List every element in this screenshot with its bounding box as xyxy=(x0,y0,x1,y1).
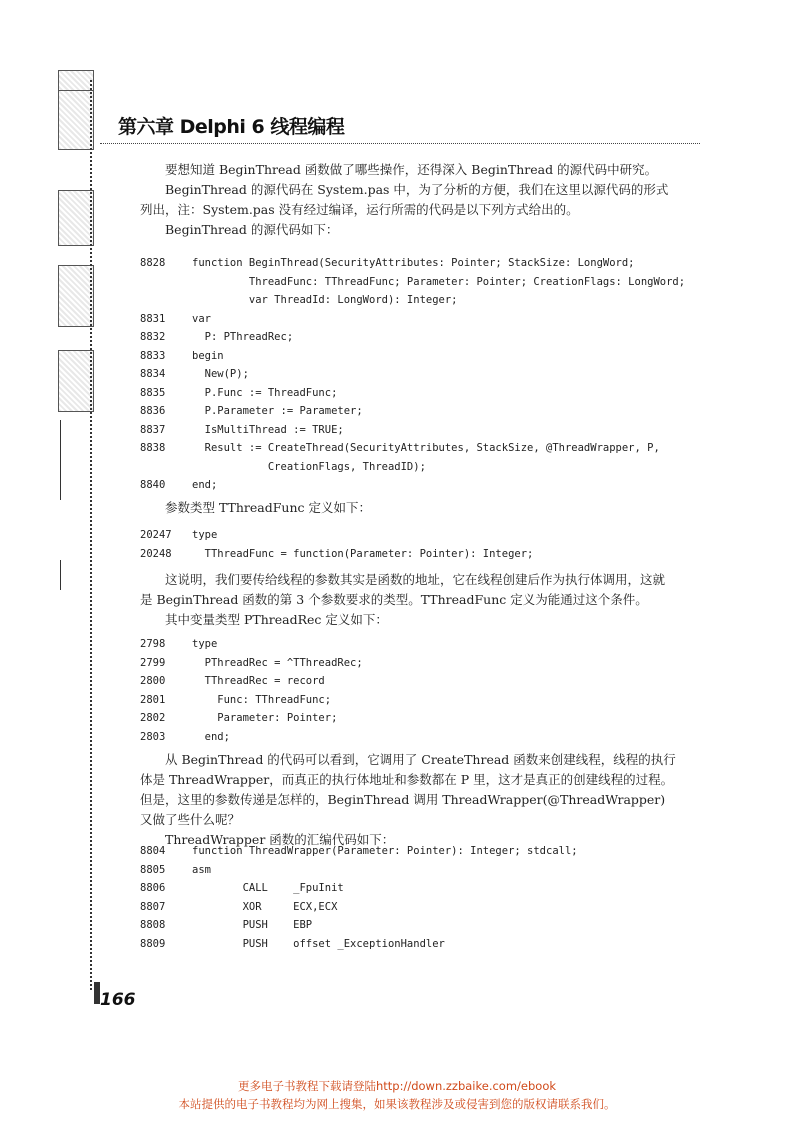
code-line xyxy=(140,273,685,292)
code-text: TThreadRec = record xyxy=(192,675,325,687)
line-number: 8835 xyxy=(140,386,166,399)
line-number: 20248 xyxy=(140,547,172,560)
line-number: 8840 xyxy=(140,479,166,491)
code-text: end; xyxy=(192,730,230,743)
code-line xyxy=(140,421,685,440)
line-number: 8837 xyxy=(140,423,166,436)
code-text: asm xyxy=(192,863,211,876)
chapter-heading: 第六章 Delphi 6 线程编程 xyxy=(118,116,345,138)
paragraph-group xyxy=(140,570,676,630)
code-text: New(P); xyxy=(192,368,249,380)
code-line xyxy=(140,861,578,880)
code-text: function BeginThread(SecurityAttributes: Pointer; StackSize: LongWord; xyxy=(192,257,635,269)
intro-paragraphs xyxy=(140,160,676,240)
line-number: 8808 xyxy=(140,919,166,931)
paragraph: 参数类型 TThreadFunc 定义如下： xyxy=(165,500,372,515)
code-text: var ThreadId: LongWord): Integer; xyxy=(192,294,458,306)
code-text: PUSH offset _ExceptionHandler xyxy=(192,937,445,950)
paragraph: 要想知道 BeginThread 函数做了哪些操作，还得深入 BeginThread 的源代码中研究。 xyxy=(165,162,658,177)
code-block-beginthread xyxy=(140,254,685,495)
code-text: PThreadRec = ^TThreadRec; xyxy=(192,656,363,669)
line-number: 8838 xyxy=(140,442,166,454)
margin-tab xyxy=(58,350,94,412)
code-line xyxy=(140,458,685,477)
paragraph: 这说明，我们要传给线程的参数其实是函数的地址，它在线程创建后作为执行体调用，这就是 BeginThread 函数的第 3 个参数要求的类型。TThreadFunc 定义为能通过这个条件。 xyxy=(140,572,666,607)
code-text: IsMultiThread := TRUE; xyxy=(192,423,344,436)
code-line xyxy=(140,728,363,747)
line-number: 2801 xyxy=(140,693,166,706)
code-text: Func: TThreadFunc; xyxy=(192,693,332,706)
code-text: XOR ECX,ECX xyxy=(192,900,338,913)
code-text: Result := CreateThread(SecurityAttributes, StackSize, @ThreadWrapper, P, xyxy=(192,442,660,454)
code-block-threadrec xyxy=(140,635,363,746)
line-number: 8836 xyxy=(140,405,166,417)
code-line xyxy=(140,935,578,954)
code-line xyxy=(140,842,578,861)
code-line xyxy=(140,672,363,691)
code-text: end; xyxy=(192,479,218,491)
code-text: CreationFlags, ThreadID); xyxy=(192,460,426,473)
line-number: 8809 xyxy=(140,937,166,950)
line-number: 2800 xyxy=(140,675,166,687)
code-line xyxy=(140,439,685,458)
line-number: 8805 xyxy=(140,863,166,876)
margin-line xyxy=(60,420,61,500)
line-number: 8807 xyxy=(140,900,166,913)
line-number: 2802 xyxy=(140,712,166,724)
line-number: 2799 xyxy=(140,656,166,669)
line-number: 2798 xyxy=(140,638,166,650)
margin-dotted-rule xyxy=(90,80,92,990)
code-text: var xyxy=(192,312,211,325)
paragraph-group xyxy=(140,750,676,850)
line-number: 8828 xyxy=(140,257,166,269)
code-text: type xyxy=(192,638,218,650)
code-line xyxy=(140,709,363,728)
code-text: P.Parameter := Parameter; xyxy=(192,405,363,417)
line-number: 8834 xyxy=(140,368,166,380)
line-number: 2803 xyxy=(140,730,166,743)
code-text: P.Func := ThreadFunc; xyxy=(192,386,338,399)
margin-tab xyxy=(58,265,94,327)
code-text: Parameter: Pointer; xyxy=(192,712,338,724)
code-text: PUSH EBP xyxy=(192,919,313,931)
code-block-threadwrapper xyxy=(140,842,578,953)
code-line xyxy=(140,402,685,421)
paragraph: 从 BeginThread 的代码可以看到，它调用了 CreateThread 函数来创建线程，线程的执行体是 ThreadWrapper，而真正的执行体地址和参数都在 P 里，这才是真正的创建线程的过程。但是，这里的参数传递是怎样的，BeginThread 调用 ThreadWrapper(@ThreadWrapper) 又做了些什么呢？ xyxy=(140,752,676,827)
line-number: 8833 xyxy=(140,349,166,362)
footer-download-line: 更多电子书教程下载请登陆http://down.zzbaike.com/ebook xyxy=(237,1079,557,1093)
margin-tab xyxy=(58,90,94,150)
code-line xyxy=(140,526,533,545)
line-number: 8832 xyxy=(140,331,166,343)
line-number: 20247 xyxy=(140,529,172,541)
code-text: ThreadFunc: TThreadFunc; Parameter: Pointer; CreationFlags: LongWord; xyxy=(192,275,686,288)
page-number: 166 xyxy=(100,990,136,1010)
code-line xyxy=(140,347,685,366)
code-line xyxy=(140,879,578,898)
line-number: 8806 xyxy=(140,882,166,894)
margin-tab xyxy=(58,190,94,246)
code-text: type xyxy=(192,529,218,541)
margin-line xyxy=(60,560,61,590)
heading-rule xyxy=(100,143,700,144)
code-line xyxy=(140,898,578,917)
code-text: begin xyxy=(192,349,224,362)
paragraph: BeginThread 的源代码在 System.pas 中，为了分析的方便，我们在这里以源代码的形式列出，注：System.pas 没有经过编译，运行所需的代码是以下列方式给出的。 xyxy=(140,182,669,217)
code-text: function ThreadWrapper(Parameter: Pointer): Integer; stdcall; xyxy=(192,845,578,857)
line-number: 8804 xyxy=(140,845,166,857)
code-line xyxy=(140,310,685,329)
paragraph xyxy=(140,498,676,518)
code-line xyxy=(140,691,363,710)
code-text: CALL _FpuInit xyxy=(192,882,344,894)
code-line xyxy=(140,476,685,495)
code-line xyxy=(140,254,685,273)
code-line xyxy=(140,654,363,673)
paragraph: BeginThread 的源代码如下： xyxy=(165,222,339,237)
paragraph: ThreadWrapper 函数的汇编代码如下： xyxy=(165,832,395,847)
code-line xyxy=(140,365,685,384)
code-block-tthreadfunc xyxy=(140,526,533,563)
code-line xyxy=(140,545,533,564)
code-line xyxy=(140,916,578,935)
paragraph: 其中变量类型 PThreadRec 定义如下： xyxy=(165,612,388,627)
code-line xyxy=(140,291,685,310)
code-text: TThreadFunc = function(Parameter: Pointer): Integer; xyxy=(192,547,534,560)
code-line xyxy=(140,328,685,347)
line-number: 8831 xyxy=(140,312,166,325)
code-line xyxy=(140,635,363,654)
footer-copyright-line: 本站提供的电子书教程均为网上搜集，如果该教程涉及或侵害到您的版权请联系我们。 xyxy=(178,1097,616,1111)
code-text: P: PThreadRec; xyxy=(192,331,294,343)
code-line xyxy=(140,384,685,403)
